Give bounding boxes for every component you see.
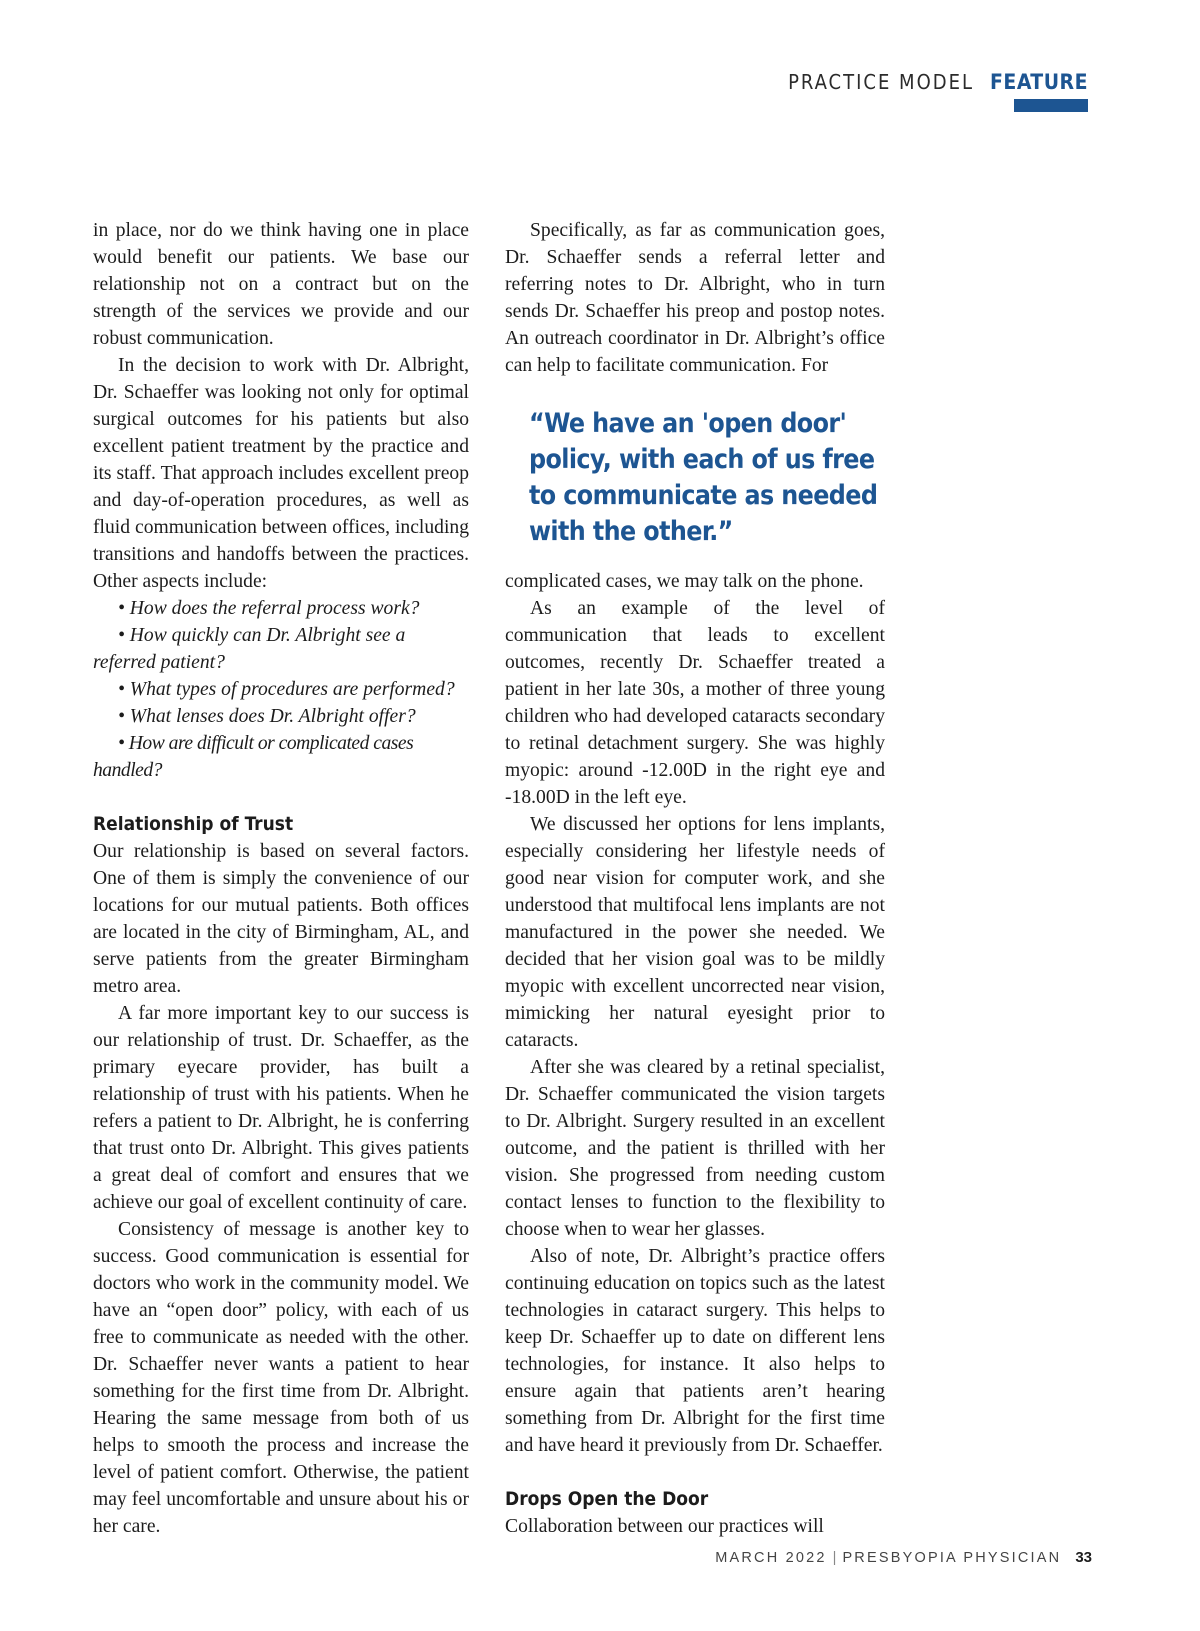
right-paragraph-7: Collaboration between our practices will bbox=[505, 1516, 824, 1537]
feature-underline-bar bbox=[1014, 99, 1088, 112]
bullet-item-3: • What types of procedures are performed? bbox=[118, 679, 455, 700]
left-column bbox=[93, 217, 469, 1540]
page-footer bbox=[715, 1549, 1092, 1566]
footer-issue-date: MARCH 2022 bbox=[715, 1550, 827, 1566]
bullet-item-4: • What lenses does Dr. Albright offer? bbox=[118, 706, 416, 727]
left-paragraph-1: in place, nor do we think having one in place would benefit our patients. We base our relationship not on a contract but on the strength of the services we provide and our robust communication. bbox=[93, 220, 469, 349]
left-paragraph-4: A far more important key to our success is our relationship of trust. Dr. Schaeffer, as the primary eyecare provider, has built a relationship of trust with his patients. When he refers a patient to Dr. Albright, he is conferring that trust onto Dr. Albright. This gives patients a great deal of comfort and ensures that we achieve our goal of excellent continuity of care. bbox=[93, 1003, 469, 1213]
page-header bbox=[788, 70, 1088, 112]
section-gap bbox=[93, 784, 469, 811]
heading-drops-open-the-door: Drops Open the Door bbox=[505, 1488, 709, 1510]
right-column bbox=[505, 217, 885, 1540]
right-paragraph-6: Also of note, Dr. Albright’s practice offers continuing education on topics such as the latest technologies in cataract surgery. This helps to keep Dr. Schaeffer up to date on different lens technologies, for instance. It also helps to ensure again that patients aren’t hearing something from Dr. Albright for the first time and have heard it previously from Dr. Schaeffer. bbox=[505, 1246, 885, 1456]
right-paragraph-4: We discussed her options for lens implants, especially considering her lifestyle needs of good near vision for computer work, and she understood that multifocal lens implants are not manufactured in the power she needed. We decided that her vision goal was to be mildly myopic with excellent uncorrected near vision, mimicking her natural eyesight prior to cataracts. bbox=[505, 814, 885, 1051]
left-paragraph-5: Consistency of message is another key to success. Good communication is essential for doctors who work in the community model. We have an “open door” policy, with each of us free to communicate as needed with the other. Dr. Schaeffer never wants a patient to hear something for the first time from Dr. Albright. Hearing the same message from both of us helps to smooth the process and increase the level of patient comfort. Otherwise, the patient may feel uncomfortable and unsure about his or her care. bbox=[93, 1219, 469, 1537]
page-number: 33 bbox=[1075, 1549, 1092, 1566]
pull-quote: “We have an 'open door' policy, with each of us free to communicate as needed with the other.” bbox=[529, 408, 878, 547]
footer-separator: | bbox=[832, 1550, 837, 1566]
left-paragraph-2: In the decision to work with Dr. Albright, Dr. Schaeffer was looking not only for optimal surgical outcomes for his patients but also excellent patient treatment by the practice and its staff. That approach includes excellent preop and day-of-operation procedures, as well as fluid communication between offices, including transitions and handoffs between the practices. Other aspects include: bbox=[93, 355, 469, 592]
right-paragraph-3: As an example of the level of communication that leads to excellent outcomes, recently Dr. Schaeffer treated a patient in her late 30s, a mother of three young children who had developed cataracts secondary to retinal detachment surgery. She was highly myopic: around -12.00D in the right eye and -18.00D in the left eye. bbox=[505, 598, 885, 808]
bullet-item-1: • How does the referral process work? bbox=[118, 598, 420, 619]
header-row bbox=[788, 70, 1088, 94]
bullet-item-2: • How quickly can Dr. Albright see a referred patient? bbox=[93, 625, 406, 673]
section-label: PRACTICE MODEL bbox=[788, 70, 974, 94]
heading-relationship-of-trust: Relationship of Trust bbox=[93, 813, 294, 835]
feature-label: FEATURE bbox=[990, 70, 1088, 94]
right-paragraph-2: complicated cases, we may talk on the phone. bbox=[505, 571, 864, 592]
footer-magazine-name: PRESBYOPIA PHYSICIAN bbox=[842, 1550, 1062, 1566]
right-paragraph-5: After she was cleared by a retinal specialist, Dr. Schaeffer communicated the vision targets to Dr. Albright. Surgery resulted in an excellent outcome, and the patient is thrilled with her vision. She progressed from needing custom contact lenses to function to the flexibility to choose when to wear her glasses. bbox=[505, 1057, 885, 1240]
left-paragraph-3: Our relationship is based on several factors. One of them is simply the convenience of our locations for our mutual patients. Both offices are located in the city of Birmingham, AL, and serve patients from the greater Birmingham metro area. bbox=[93, 841, 469, 997]
bullet-item-5: • How are difficult or complicated cases handled? bbox=[93, 733, 414, 781]
section-gap bbox=[505, 1459, 885, 1486]
right-paragraph-1: Specifically, as far as communication goes, Dr. Schaeffer sends a referral letter and referring notes to Dr. Albright, who in turn sends Dr. Schaeffer his preop and postop notes. An outreach coordinator in Dr. Albright’s office can help to facilitate communication. For bbox=[505, 220, 885, 376]
